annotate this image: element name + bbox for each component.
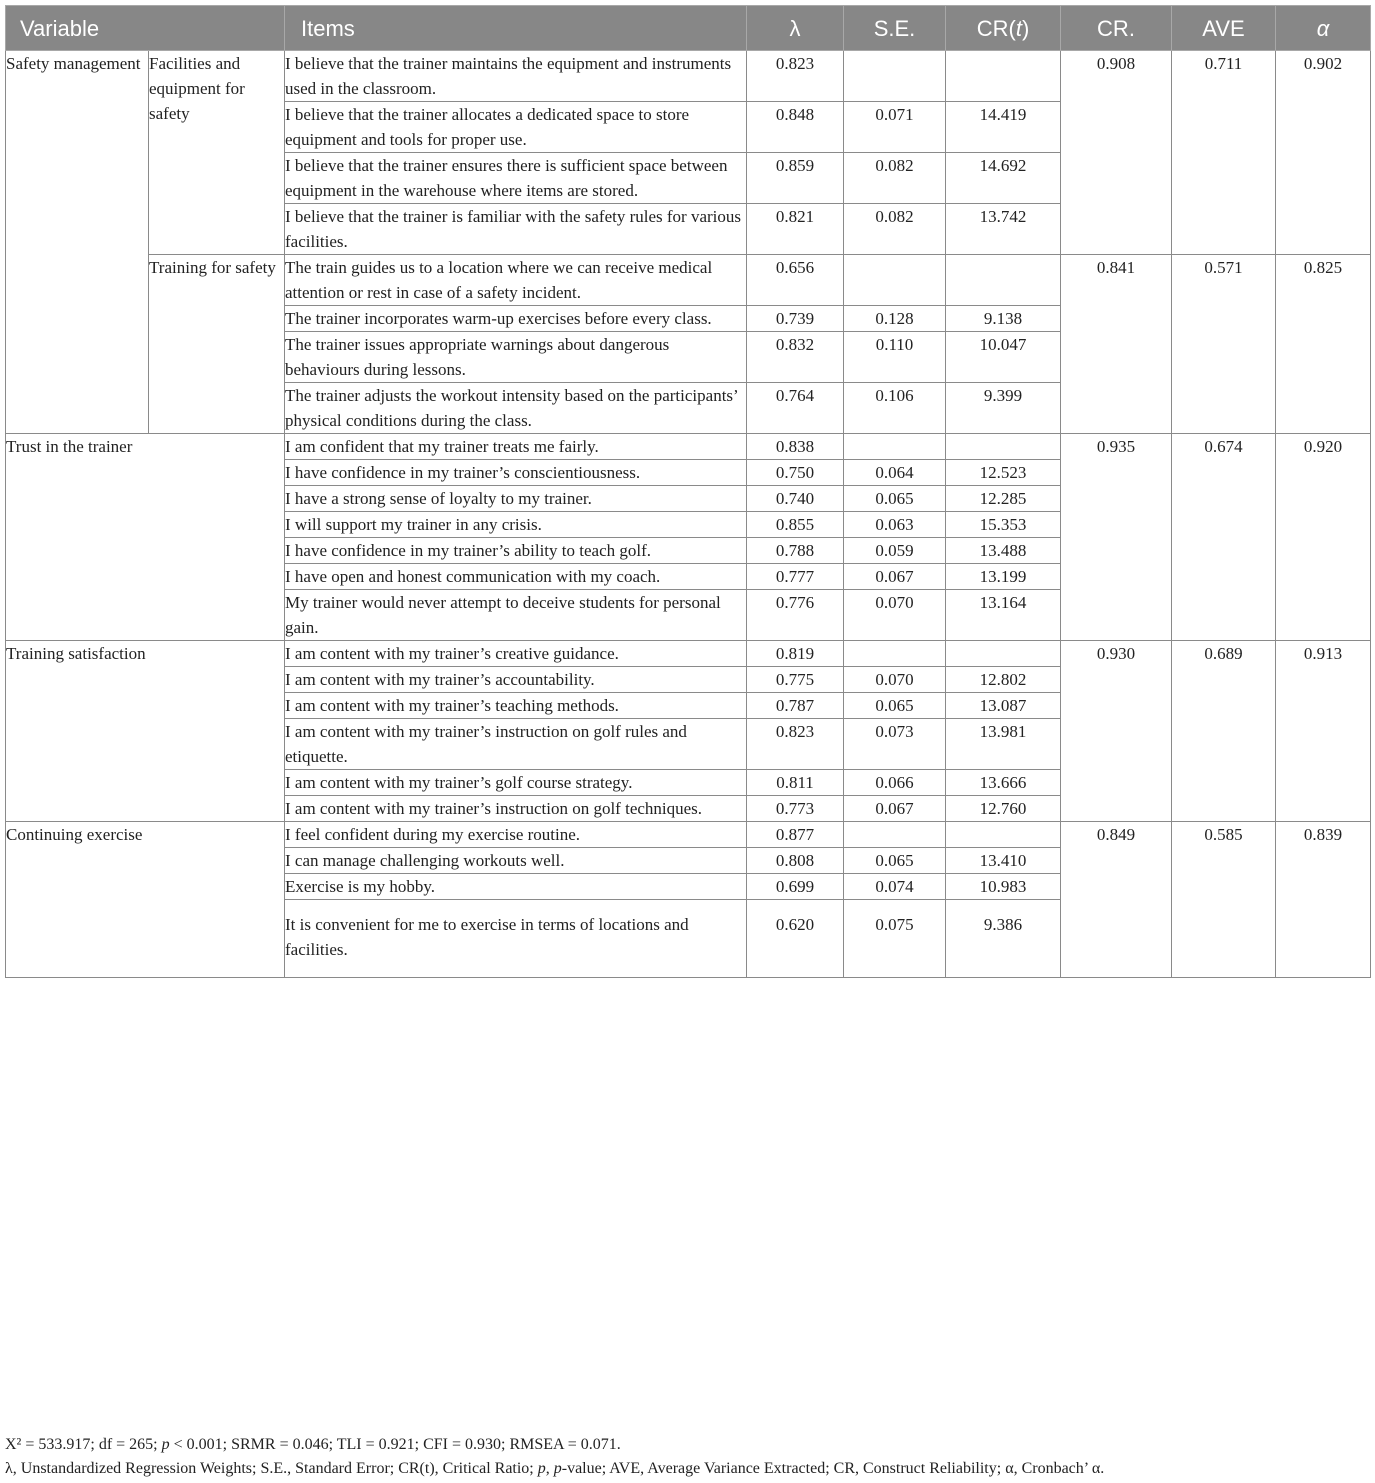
table-row: [6, 255, 1371, 306]
crt-value: 13.742: [946, 204, 1061, 255]
se-value: [844, 822, 946, 848]
item-text: I have open and honest communication with my coach.: [285, 564, 747, 590]
abbr-note-p1: p: [537, 1460, 546, 1477]
item-text: I believe that the trainer ensures there is sufficient space between equipment in the warehouse where items are stored.: [285, 153, 747, 204]
abbr-note-p2: p: [553, 1460, 562, 1477]
alpha-value: 0.839: [1276, 822, 1371, 978]
variable-training-satisfaction: Training satisfaction: [6, 641, 285, 822]
item-text: I have confidence in my trainer’s ability to teach golf.: [285, 538, 747, 564]
lambda-value: 0.776: [747, 590, 844, 641]
crt-value: [946, 822, 1061, 848]
se-value: 0.082: [844, 204, 946, 255]
cr-value: 0.935: [1061, 434, 1172, 641]
header-cr: CR.: [1061, 6, 1172, 51]
table-row: [6, 641, 1371, 667]
se-value: 0.065: [844, 848, 946, 874]
lambda-value: 0.739: [747, 306, 844, 332]
crt-value: 10.983: [946, 874, 1061, 900]
fit-note-part2: < 0.001; SRMR = 0.046; TLI = 0.921; CFI = 0.930; RMSEA = 0.071.: [169, 1436, 621, 1453]
header-se: S.E.: [844, 6, 946, 51]
item-text: I can manage challenging workouts well.: [285, 848, 747, 874]
item-text: I am confident that my trainer treats me fairly.: [285, 434, 747, 460]
item-text: I am content with my trainer’s golf course strategy.: [285, 770, 747, 796]
crt-value: [946, 641, 1061, 667]
crt-value: 12.523: [946, 460, 1061, 486]
se-value: 0.075: [844, 900, 946, 978]
header-crt-prefix: CR(: [976, 15, 1016, 41]
ave-value: 0.571: [1172, 255, 1276, 434]
lambda-value: 0.656: [747, 255, 844, 306]
alpha-value: 0.920: [1276, 434, 1371, 641]
lambda-value: 0.811: [747, 770, 844, 796]
se-value: 0.065: [844, 693, 946, 719]
cr-value: 0.841: [1061, 255, 1172, 434]
table-notes: [5, 1433, 1370, 1481]
alpha-value: 0.902: [1276, 51, 1371, 255]
crt-value: [946, 434, 1061, 460]
se-value: 0.074: [844, 874, 946, 900]
item-text: I am content with my trainer’s teaching methods.: [285, 693, 747, 719]
se-value: 0.067: [844, 796, 946, 822]
crt-value: 14.419: [946, 102, 1061, 153]
header-row: [6, 6, 1371, 51]
crt-value: 9.386: [946, 900, 1061, 978]
crt-value: 13.981: [946, 719, 1061, 770]
se-value: [844, 255, 946, 306]
lambda-value: 0.699: [747, 874, 844, 900]
se-value: 0.064: [844, 460, 946, 486]
item-text: Exercise is my hobby.: [285, 874, 747, 900]
ave-value: 0.689: [1172, 641, 1276, 822]
se-value: [844, 51, 946, 102]
lambda-value: 0.855: [747, 512, 844, 538]
fit-indices-note: [5, 1433, 1370, 1457]
lambda-value: 0.750: [747, 460, 844, 486]
header-items: Items: [285, 6, 747, 51]
item-text: I will support my trainer in any crisis.: [285, 512, 747, 538]
lambda-value: 0.740: [747, 486, 844, 512]
se-value: 0.082: [844, 153, 946, 204]
fit-note-part1: X² = 533.917; df = 265;: [5, 1436, 162, 1453]
crt-value: 9.138: [946, 306, 1061, 332]
item-text: I am content with my trainer’s instruction on golf techniques.: [285, 796, 747, 822]
se-value: 0.066: [844, 770, 946, 796]
crt-value: 12.802: [946, 667, 1061, 693]
lambda-value: 0.777: [747, 564, 844, 590]
lambda-value: 0.823: [747, 719, 844, 770]
item-text: I am content with my trainer’s creative guidance.: [285, 641, 747, 667]
crt-value: 13.087: [946, 693, 1061, 719]
item-text: I feel confident during my exercise routine.: [285, 822, 747, 848]
lambda-value: 0.848: [747, 102, 844, 153]
cr-value: 0.849: [1061, 822, 1172, 978]
abbreviations-note: [5, 1457, 1370, 1481]
crt-value: 9.399: [946, 383, 1061, 434]
se-value: 0.110: [844, 332, 946, 383]
item-text: The trainer issues appropriate warnings about dangerous behaviours during lessons.: [285, 332, 747, 383]
variable-trust-in-trainer: Trust in the trainer: [6, 434, 285, 641]
lambda-value: 0.775: [747, 667, 844, 693]
se-value: 0.067: [844, 564, 946, 590]
header-variable: Variable: [6, 6, 285, 51]
se-value: 0.065: [844, 486, 946, 512]
crt-value: 13.199: [946, 564, 1061, 590]
header-alpha: α: [1276, 6, 1371, 51]
item-text: The trainer adjusts the workout intensity based on the participants’ physical conditions during the class.: [285, 383, 747, 434]
crt-value: [946, 51, 1061, 102]
crt-value: [946, 255, 1061, 306]
lambda-value: 0.787: [747, 693, 844, 719]
ave-value: 0.585: [1172, 822, 1276, 978]
item-text: I believe that the trainer is familiar with the safety rules for various facilities.: [285, 204, 747, 255]
alpha-value: 0.825: [1276, 255, 1371, 434]
se-value: [844, 434, 946, 460]
lambda-value: 0.859: [747, 153, 844, 204]
subvariable-facilities: Facilities and equipment for safety: [149, 51, 285, 255]
lambda-value: 0.788: [747, 538, 844, 564]
ave-value: 0.674: [1172, 434, 1276, 641]
header-crt: [946, 6, 1061, 51]
fit-note-p: p: [161, 1436, 170, 1453]
crt-value: 13.488: [946, 538, 1061, 564]
lambda-value: 0.764: [747, 383, 844, 434]
alpha-value: 0.913: [1276, 641, 1371, 822]
abbr-note-part3: -value; AVE, Average Variance Extracted; CR, Construct Reliability; α, Cronbach’ α.: [561, 1460, 1105, 1477]
crt-value: 12.285: [946, 486, 1061, 512]
se-value: 0.070: [844, 590, 946, 641]
crt-value: 10.047: [946, 332, 1061, 383]
lambda-value: 0.823: [747, 51, 844, 102]
crt-value: 13.666: [946, 770, 1061, 796]
se-value: [844, 641, 946, 667]
se-value: 0.106: [844, 383, 946, 434]
lambda-value: 0.808: [747, 848, 844, 874]
item-text: The trainer incorporates warm-up exercises before every class.: [285, 306, 747, 332]
header-lambda: λ: [747, 6, 844, 51]
abbr-note-part2: ,: [545, 1460, 554, 1477]
item-text: I have confidence in my trainer’s conscientiousness.: [285, 460, 747, 486]
header-crt-suffix: ): [1021, 15, 1030, 41]
item-text: It is convenient for me to exercise in terms of locations and facilities.: [285, 900, 747, 978]
crt-value: 15.353: [946, 512, 1061, 538]
item-text: I am content with my trainer’s accountability.: [285, 667, 747, 693]
header-crt-t: t: [1015, 15, 1022, 41]
lambda-value: 0.620: [747, 900, 844, 978]
variable-safety-management: Safety management: [6, 51, 149, 434]
lambda-value: 0.832: [747, 332, 844, 383]
lambda-value: 0.838: [747, 434, 844, 460]
header-ave: AVE: [1172, 6, 1276, 51]
crt-value: 14.692: [946, 153, 1061, 204]
se-value: 0.128: [844, 306, 946, 332]
lambda-value: 0.773: [747, 796, 844, 822]
lambda-value: 0.819: [747, 641, 844, 667]
se-value: 0.073: [844, 719, 946, 770]
se-value: 0.063: [844, 512, 946, 538]
se-value: 0.059: [844, 538, 946, 564]
abbr-note-part1: λ, Unstandardized Regression Weights; S.E., Standard Error; CR(t), Critical Ratio;: [5, 1460, 538, 1477]
se-value: 0.071: [844, 102, 946, 153]
subvariable-training-for-safety: Training for safety: [149, 255, 285, 434]
item-text: I am content with my trainer’s instruction on golf rules and etiquette.: [285, 719, 747, 770]
item-text: I believe that the trainer allocates a dedicated space to store equipment and tools for proper use.: [285, 102, 747, 153]
item-text: My trainer would never attempt to deceive students for personal gain.: [285, 590, 747, 641]
table-row: [6, 434, 1371, 460]
cr-value: 0.930: [1061, 641, 1172, 822]
crt-value: 12.760: [946, 796, 1061, 822]
table-row: [6, 822, 1371, 848]
cfa-results-table: [5, 5, 1371, 978]
crt-value: 13.164: [946, 590, 1061, 641]
item-text: I believe that the trainer maintains the equipment and instruments used in the classroom.: [285, 51, 747, 102]
lambda-value: 0.877: [747, 822, 844, 848]
item-text: I have a strong sense of loyalty to my trainer.: [285, 486, 747, 512]
crt-value: 13.410: [946, 848, 1061, 874]
variable-continuing-exercise: Continuing exercise: [6, 822, 285, 978]
ave-value: 0.711: [1172, 51, 1276, 255]
lambda-value: 0.821: [747, 204, 844, 255]
cr-value: 0.908: [1061, 51, 1172, 255]
item-text: The train guides us to a location where we can receive medical attention or rest in case of a safety incident.: [285, 255, 747, 306]
se-value: 0.070: [844, 667, 946, 693]
table-row: [6, 51, 1371, 102]
